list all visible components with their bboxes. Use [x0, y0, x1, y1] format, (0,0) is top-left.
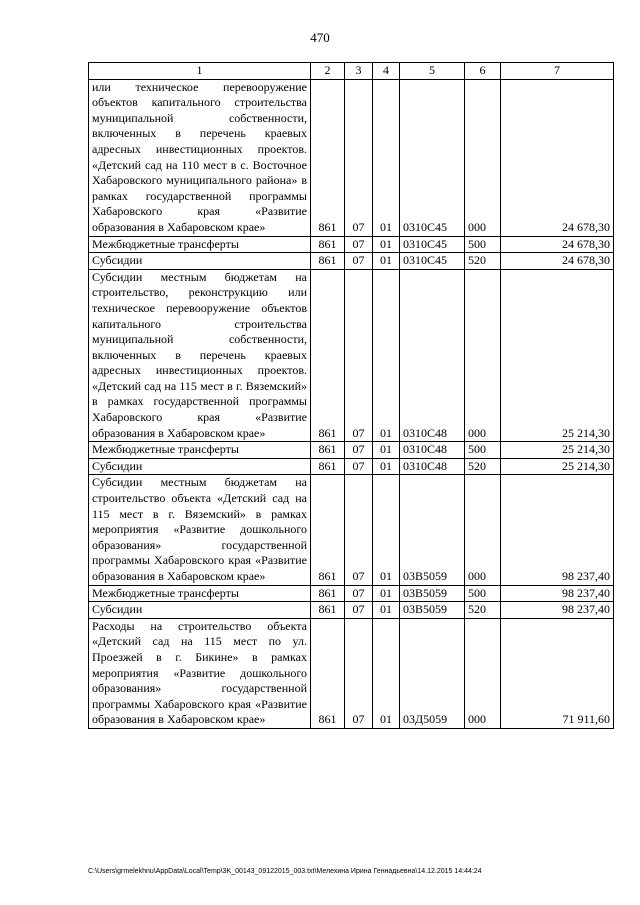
- row-section-code: 07: [345, 236, 373, 253]
- row-subsection-code: 01: [373, 442, 400, 459]
- row-description: или техническое перевооружение объектов капитального строительства муниципальной собственности, включенных в перечень краевых адресных инвестиционных проектов. «Детский сад на 110 мест в с. Восточное Хабаровского муниципального района» в рамках государственной программы Хабаровского края «Развитие образования в Хабаровском крае»: [89, 79, 311, 236]
- row-subsection-code: 01: [373, 602, 400, 619]
- row-target-article: 0310С48: [400, 442, 465, 459]
- row-target-article: 0310С48: [400, 458, 465, 475]
- row-section-code: 07: [345, 79, 373, 236]
- row-expense-type: 500: [465, 442, 501, 459]
- table-row: [89, 602, 614, 619]
- row-section-code: 07: [345, 253, 373, 270]
- row-ministry-code: 861: [311, 79, 345, 236]
- row-amount: 98 237,40: [501, 475, 614, 585]
- table-row: [89, 475, 614, 585]
- header-col-4: 4: [373, 63, 400, 80]
- row-description: Межбюджетные трансферты: [89, 442, 311, 459]
- row-description: Субсидии: [89, 458, 311, 475]
- row-amount: 24 678,30: [501, 236, 614, 253]
- table-row: [89, 458, 614, 475]
- row-expense-type: 520: [465, 602, 501, 619]
- row-amount: 98 237,40: [501, 585, 614, 602]
- header-col-3: 3: [345, 63, 373, 80]
- row-target-article: 03В5059: [400, 585, 465, 602]
- table-body: [89, 79, 614, 728]
- row-amount: 24 678,30: [501, 79, 614, 236]
- row-target-article: 0310С48: [400, 269, 465, 442]
- row-target-article: 0310С45: [400, 236, 465, 253]
- row-ministry-code: 861: [311, 253, 345, 270]
- row-expense-type: 520: [465, 253, 501, 270]
- budget-table: [88, 62, 614, 729]
- row-amount: 24 678,30: [501, 253, 614, 270]
- row-subsection-code: 01: [373, 79, 400, 236]
- row-description: Субсидии: [89, 253, 311, 270]
- row-subsection-code: 01: [373, 236, 400, 253]
- row-ministry-code: 861: [311, 618, 345, 728]
- row-subsection-code: 01: [373, 269, 400, 442]
- table-row: [89, 236, 614, 253]
- row-expense-type: 500: [465, 236, 501, 253]
- page-number: 470: [310, 30, 330, 45]
- header-col-7: 7: [501, 63, 614, 80]
- header-col-1: 1: [89, 63, 311, 80]
- table-row: [89, 269, 614, 442]
- row-amount: 71 911,60: [501, 618, 614, 728]
- row-expense-type: 000: [465, 475, 501, 585]
- table-row: [89, 585, 614, 602]
- row-amount: 98 237,40: [501, 602, 614, 619]
- row-description: Субсидии: [89, 602, 311, 619]
- row-ministry-code: 861: [311, 442, 345, 459]
- row-subsection-code: 01: [373, 458, 400, 475]
- row-ministry-code: 861: [311, 602, 345, 619]
- row-target-article: 0310С45: [400, 253, 465, 270]
- table-row: [89, 618, 614, 728]
- table-row: [89, 79, 614, 236]
- row-amount: 25 214,30: [501, 442, 614, 459]
- row-amount: 25 214,30: [501, 458, 614, 475]
- row-description: Межбюджетные трансферты: [89, 585, 311, 602]
- row-description: Субсидии местным бюджетам на строительство объекта «Детский сад на 115 мест в г. Вяземский» в рамках мероприятия «Развитие дошкольного образования» государственной программы Хабаровского края «Развитие образования в Хабаровском крае»: [89, 475, 311, 585]
- row-section-code: 07: [345, 585, 373, 602]
- row-target-article: 03В5059: [400, 602, 465, 619]
- row-subsection-code: 01: [373, 475, 400, 585]
- row-target-article: 0310С45: [400, 79, 465, 236]
- row-section-code: 07: [345, 442, 373, 459]
- row-section-code: 07: [345, 602, 373, 619]
- row-section-code: 07: [345, 269, 373, 442]
- table-row: [89, 442, 614, 459]
- row-ministry-code: 861: [311, 458, 345, 475]
- header-col-5: 5: [400, 63, 465, 80]
- row-section-code: 07: [345, 475, 373, 585]
- row-description: Расходы на строительство объекта «Детский сад на 115 мест по ул. Проезжей в г. Бикине» в рамках мероприятия «Развитие дошкольного образования» государственной программы Хабаровского края «Развитие образования в Хабаровском крае»: [89, 618, 311, 728]
- header-col-6: 6: [465, 63, 501, 80]
- header-col-2: 2: [311, 63, 345, 80]
- row-expense-type: 000: [465, 618, 501, 728]
- row-ministry-code: 861: [311, 236, 345, 253]
- row-target-article: 03Д5059: [400, 618, 465, 728]
- row-expense-type: 000: [465, 269, 501, 442]
- row-description: Субсидии местным бюджетам на строительство, реконструкцию или техническое перевооружение объектов капитального строительства муниципальной собственности, включенных в перечень краевых адресных инвестиционных проектов. «Детский сад на 115 мест в г. Вяземский» в рамках государственной программы Хабаровского края «Развитие образования в Хабаровском крае»: [89, 269, 311, 442]
- header-row: [89, 63, 614, 80]
- row-expense-type: 500: [465, 585, 501, 602]
- table-header: [89, 63, 614, 80]
- row-ministry-code: 861: [311, 585, 345, 602]
- row-ministry-code: 861: [311, 475, 345, 585]
- file-path-footer: C:\Users\grmelekhnu\AppData\Local\Temp\3K_00143_09122015_003.txt\Мелехина Ирина Геннадьевна\14.12.2015 14:44:24: [88, 868, 482, 875]
- row-expense-type: 520: [465, 458, 501, 475]
- row-subsection-code: 01: [373, 585, 400, 602]
- table-row: [89, 253, 614, 270]
- row-expense-type: 000: [465, 79, 501, 236]
- row-ministry-code: 861: [311, 269, 345, 442]
- row-section-code: 07: [345, 618, 373, 728]
- row-subsection-code: 01: [373, 618, 400, 728]
- row-description: Межбюджетные трансферты: [89, 236, 311, 253]
- row-section-code: 07: [345, 458, 373, 475]
- row-amount: 25 214,30: [501, 269, 614, 442]
- row-target-article: 03В5059: [400, 475, 465, 585]
- row-subsection-code: 01: [373, 253, 400, 270]
